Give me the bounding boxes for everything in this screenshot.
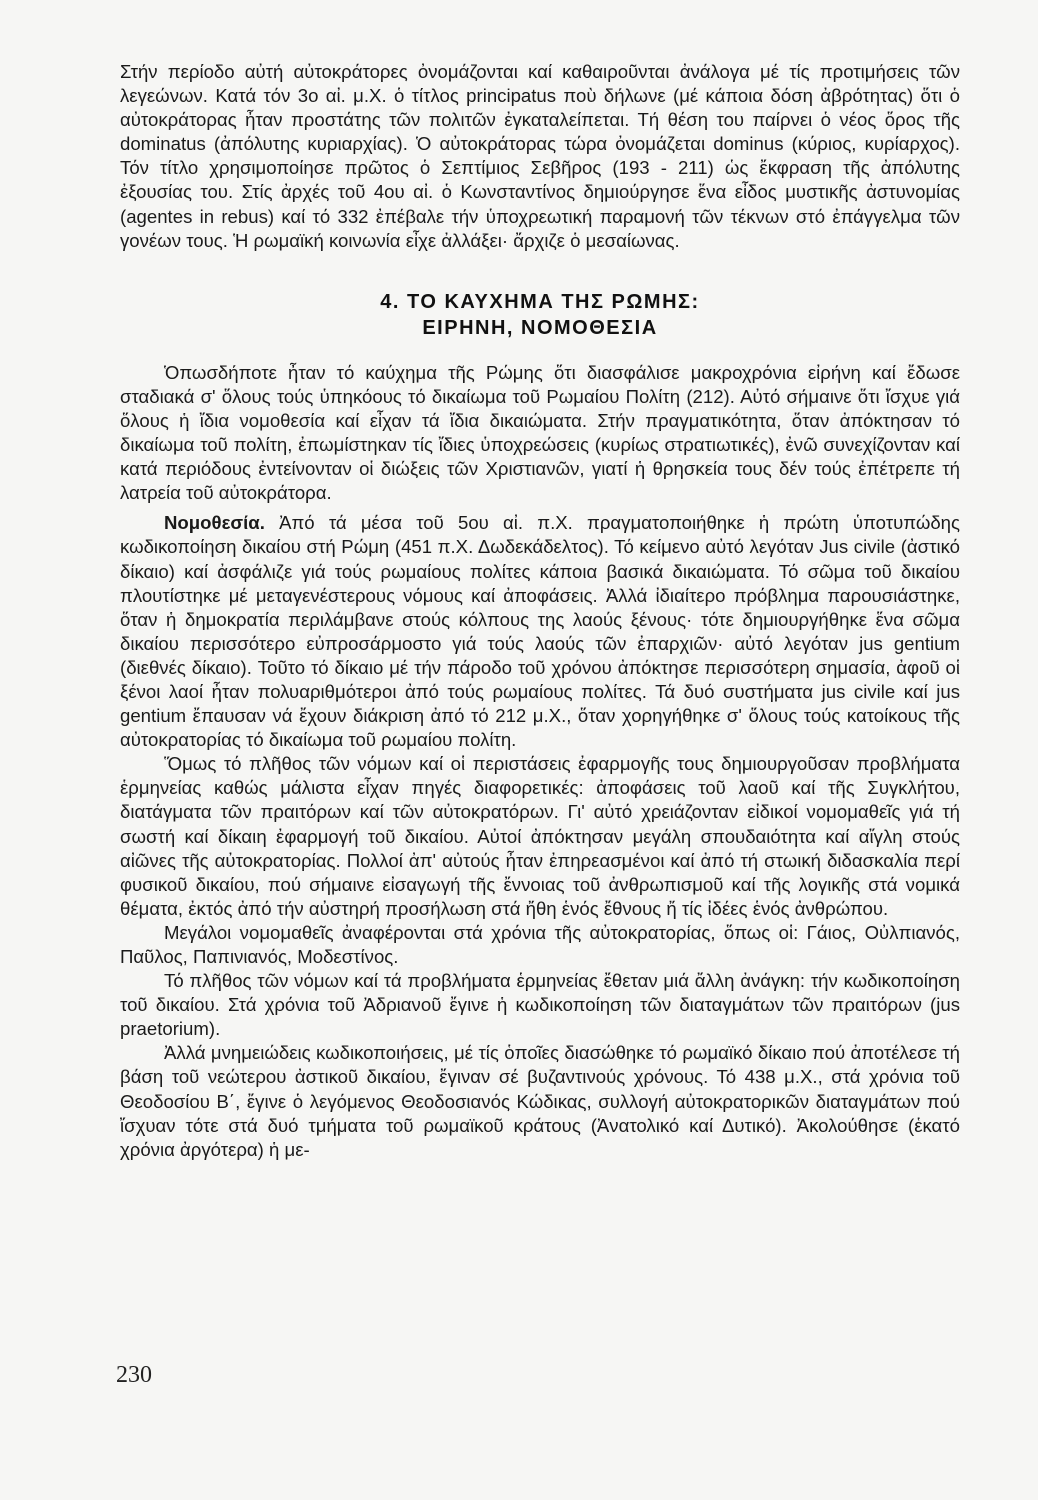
section-heading xyxy=(120,289,960,341)
paragraph-codification: Τό πλῆθος τῶν νόμων καί τά προβλήματα ἑρμηνείας ἔθεταν μιά ἄλλη ἀνάγκη: τήν κωδικοποίηση τοῦ δικαίου. Στά χρόνια τοῦ Ἀδριανοῦ ἔγινε ἡ κωδικοποίηση τῶν διαταγμάτων τῶν πραιτόρων (jus praetorium). xyxy=(120,970,960,1040)
legislation-term: Νομοθεσία. xyxy=(164,512,265,534)
paragraph-legislation: Ἀπό τά μέσα τοῦ 5ου αἰ. π.Χ. πραγματοποιήθηκε ἡ πρώτη ὑποτυπώδης κωδικοποίηση δικαίου στή Ρώμη (451 π.Χ. Δωδεκάδελτος). Τό κείμενο αὐτό λεγόταν Jus civile (ἀστικό δίκαιο) καί ἀσφάλιζε γιά τούς ρωμαίους πολίτες κάποια βασικά δικαιώματα. Τό σῶμα τοῦ δικαίου πλουτίστηκε μέ μεταγενέστερους νόμους καί ἀποφάσεις. Ἀλλά ἰδιαίτερο πρόβλημα παρουσιάστηκε, ὅταν ἡ δημοκρατία περιλάμβανε στούς κόλπους της λαούς ξένους· τότε δημιουργήθηκε ἕνα σῶμα δικαίου περισσότερο εὐπροσάρμοστο γιά τούς λαούς τῶν ἐπαρχιῶν· αὐτό λεγόταν jus gentium (διεθνές δίκαιο). Τοῦτο τό δίκαιο μέ τήν πάροδο τοῦ χρόνου ἀπόκτησε περισσότερη σημασία, ἀφοῦ οἱ ξένοι λαοί ἦταν πολυαριθμότεροι ἀπό τούς ρωμαίους πολίτες. Τά δυό συστήματα jus civile καί jus gentium ἔπαυσαν νά ἔχουν διάκριση ἀπό τό 212 μ.Χ., ὅταν χορηγήθηκε σ' ὅλους τούς κατοίκους τῆς αὐτοκρατορίας τό δικαίωμα τοῦ ρωμαίου πολίτη. xyxy=(120,512,960,751)
paragraph-jurists-names: Μεγάλοι νομομαθεῖς ἀναφέρονται στά χρόνια τῆς αὐτοκρατορίας, ὅπως οἱ: Γάιος, Οὐλπιανός, Παῦλος, Παπινιανός, Μοδεστίνος. xyxy=(120,921,960,967)
section-heading-line1: 4. ΤΟ ΚΑΥΧΗΜΑ ΤΗΣ ΡΩΜΗΣ: xyxy=(380,290,700,313)
section-heading-line2: ΕΙΡΗΝΗ, ΝΟΜΟΘΕΣΙΑ xyxy=(422,316,658,339)
paragraph-jurists-sources: Ὅμως τό πλῆθος τῶν νόμων καί οἱ περιστάσεις ἐφαρμογῆς τους δημιουργοῦσαν προβλήματα ἑρμηνείας καθώς μάλιστα εἶχαν πηγές διαφορετικές: ἀποφάσεις τοῦ λαοῦ καί τῆς Συγκλήτου, διατάγματα τῶν πραιτόρων καί τῶν αὐτοκρατόρων. Γι' αὐτό χρειάζονταν εἰδικοί νομομαθεῖς γιά τή σωστή καί δίκαιη ἐφαρμογή τοῦ δικαίου. Αὐτοί ἀπόκτησαν μεγάλη σπουδαιότητα καί αἴγλη στούς αἰῶνες τῆς αὐτοκρατορίας. Πολλοί ἀπ' αὐτούς ἦταν ἐπηρεασμένοι καί ἀπό τή στωική διδασκαλία περί φυσικοῦ δικαίου, πού σήμαινε εἰσαγωγή τῆς ἔννοιας τοῦ ἀνθρωπισμοῦ καί τῆς λογικῆς στά νομικά θέματα, ἐκτός ἀπό τήν αὐστηρή προσήλωση στά ἤθη ἑνός ἔθνους ἤ τίς ἰδέες ἑνός ἀνθρώπου. xyxy=(120,753,960,919)
paragraph-byzantine: Ἀλλά μνημειώδεις κωδικοποιήσεις, μέ τίς ὁποῖες διασώθηκε τό ρωμαϊκό δίκαιο πού ἀποτέλεσε τή βάση τοῦ νεώτερου ἀστικοῦ δικαίου, ἔγιναν σέ βυζαντινούς χρόνους. Τό 438 μ.Χ., στά χρόνια τοῦ Θεοδοσίου Β΄, ἔγινε ὁ λεγόμενος Θεοδοσιανός Κώδικας, συλλογή αὐτοκρατορικῶν διαταγμάτων πού ἴσχυαν τότε στά δυό τμήματα τοῦ ρωμαϊκοῦ κράτους (Ἀνατολικό καί Δυτικό). Ἀκολούθησε (ἑκατό χρόνια ἀργότερα) ἡ με- xyxy=(120,1042,960,1160)
paragraph-legislation-block xyxy=(120,511,960,752)
intro-paragraph: Στήν περίοδο αὐτή αὐτοκράτορες ὀνομάζονται καί καθαιροῦνται ἀνάλογα μέ τίς προτιμήσεις τῶν λεγεώνων. Κατά τόν 3ο αἰ. μ.Χ. ὁ τίτλος principatus ποὺ δήλωνε (μέ κάποια δόση ἀβρότητας) ὅτι ὁ αὐτοκράτορας ἦταν προστάτης τῶν πολιτῶν ἐγκαταλείπεται. Τή θέση του παίρνει ὁ νέος ὅρος τῆς dominatus (ἀπόλυτης κυριαρχίας). Ὁ αὐτοκράτορας τώρα ὀνομάζεται dominus (κύριος, κυρίαρχος). Τόν τίτλο χρησιμοποίησε πρῶτος ὁ Σεπτίμιος Σεβῆρος (193 - 211) ὡς ἔκφραση τῆς ἀπόλυτης ἐξουσίας του. Στίς ἀρχές τοῦ 4ου αἰ. ὁ Κωνσταντίνος δημιούργησε ἕνα εἶδος μυστικῆς ἀστυνομίας (agentes in rebus) καί τό 332 ἐπέβαλε τήν ὑποχρεωτική παραμονή τῶν τέκνων στό ἐπάγγελμα τῶν γονέων τους. Ἡ ρωμαϊκή κοινωνία εἶχε ἀλλάξει· ἄρχιζε ὁ μεσαίωνας. xyxy=(120,61,960,251)
page-number: 230 xyxy=(116,1362,152,1388)
page-body xyxy=(120,60,960,1162)
paragraph-peace: Ὁπωσδήποτε ἦταν τό καύχημα τῆς Ρώμης ὅτι διασφάλισε μακροχρόνια εἰρήνη καί ἔδωσε σταδιακά σ' ὅλους τούς ὑπηκόους τό δικαίωμα τοῦ Ρωμαίου Πολίτη (212). Αὐτό σήμαινε ὅτι ἴσχυε γιά ὅλους ἡ ἴδια νομοθεσία καί εἶχαν τά ἴδια δικαιώματα. Στήν πραγματικότητα, ὅταν ἀπόκτησαν τό δικαίωμα τοῦ πολίτη, ἐπωμίστηκαν τίς ἴδιες ὑποχρεώσεις (κυρίως στρατιωτικές), ἐνῶ συνεχίζονταν καί κατά περιόδους ἐντείνονταν οἱ διώξεις τῶν Χριστιανῶν, γιατί ἡ θρησκεία τους δέν τούς ἐπέτρεπε τή λατρεία τοῦ αὐτοκράτορα. xyxy=(120,361,960,504)
